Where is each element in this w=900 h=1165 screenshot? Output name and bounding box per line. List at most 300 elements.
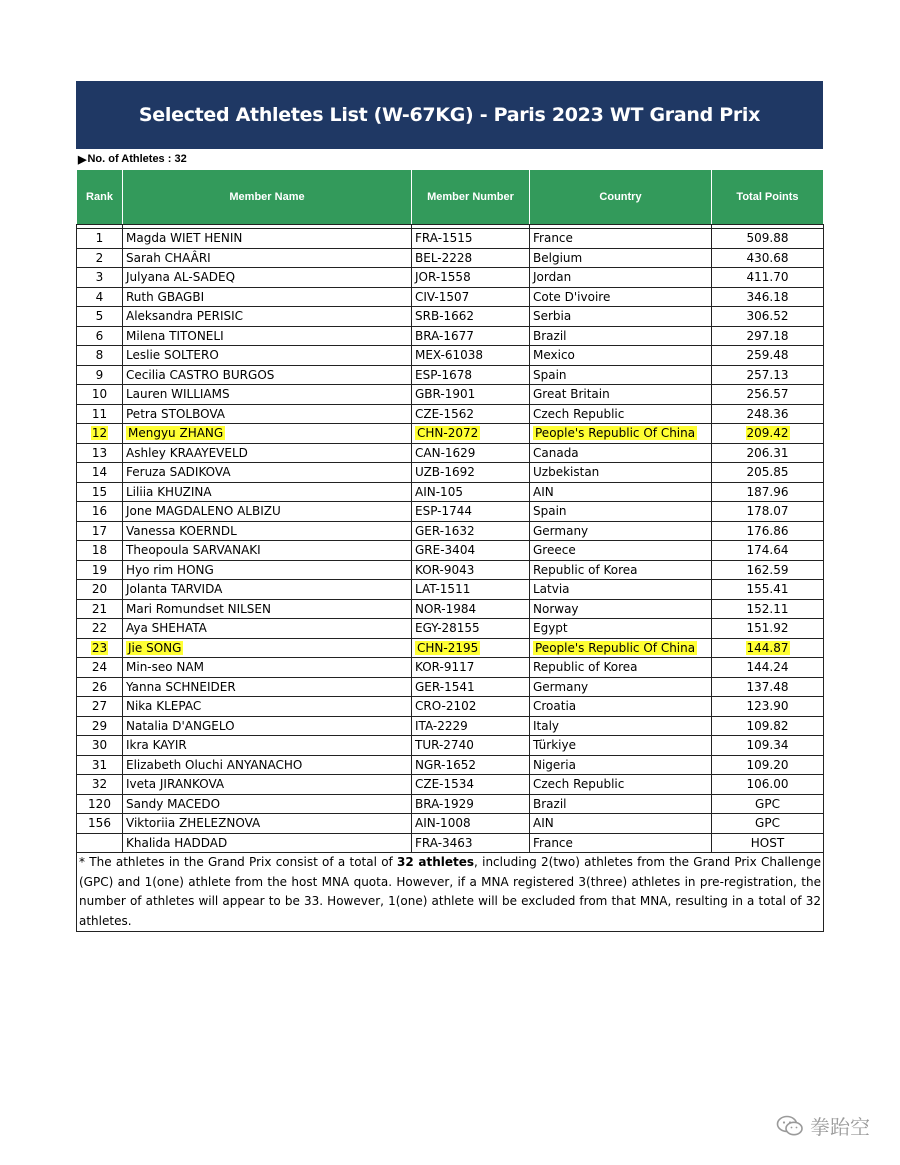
cell-country xyxy=(530,307,712,327)
cell-member-name xyxy=(123,580,412,600)
cell-rank xyxy=(77,248,123,268)
cell-member-number-text: AIN-1008 xyxy=(415,816,471,831)
cell-member-name xyxy=(123,268,412,288)
cell-total-points-text: 155.41 xyxy=(746,582,789,597)
cell-total-points-text: 109.34 xyxy=(746,738,789,753)
cell-member-name xyxy=(123,619,412,639)
cell-total-points-text: 144.24 xyxy=(746,660,789,675)
cell-member-number xyxy=(412,287,530,307)
cell-member-number xyxy=(412,443,530,463)
cell-member-number xyxy=(412,638,530,658)
cell-member-number xyxy=(412,541,530,561)
cell-country-text: Türkiye xyxy=(533,738,576,753)
cell-member-name-text: Leslie SOLTERO xyxy=(126,348,219,363)
cell-total-points xyxy=(712,482,824,502)
table-body xyxy=(77,225,824,853)
table-row xyxy=(77,658,824,678)
cell-rank xyxy=(77,268,123,288)
cell-member-name xyxy=(123,833,412,853)
table-row xyxy=(77,677,824,697)
cell-country-text: People's Republic Of China xyxy=(535,640,696,655)
cell-total-points-text: 248.36 xyxy=(746,406,789,421)
cell-rank-text: 19 xyxy=(91,562,108,577)
cell-rank-text: 30 xyxy=(91,738,108,753)
cell-member-number-text: FRA-1515 xyxy=(415,231,473,246)
cell-total-points-text: 144.87 xyxy=(746,640,789,655)
cell-rank xyxy=(77,736,123,756)
cell-total-points-text: 509.88 xyxy=(746,231,789,246)
cell-rank-text: 6 xyxy=(95,328,104,343)
cell-member-name xyxy=(123,716,412,736)
cell-rank-text: 11 xyxy=(91,406,108,421)
cell-rank xyxy=(77,463,123,483)
cell-country-text: Jordan xyxy=(533,270,572,285)
cell-total-points-text: 178.07 xyxy=(746,504,789,519)
cell-rank xyxy=(77,443,123,463)
cell-rank xyxy=(77,404,123,424)
cell-rank-text: 5 xyxy=(95,309,104,324)
cell-member-name xyxy=(123,736,412,756)
table-row xyxy=(77,248,824,268)
cell-country-text: France xyxy=(533,835,573,850)
cell-member-name-text: Jone MAGDALENO ALBIZU xyxy=(126,504,281,519)
cell-member-number-text: ITA-2229 xyxy=(415,718,468,733)
cell-country-text: Croatia xyxy=(533,699,577,714)
cell-member-number-text: ESP-1678 xyxy=(415,367,473,382)
cell-member-name xyxy=(123,365,412,385)
cell-total-points-text: 209.42 xyxy=(746,426,789,441)
table-row xyxy=(77,268,824,288)
header-member-number: Member Number xyxy=(412,170,530,225)
table-row xyxy=(77,619,824,639)
cell-member-name-text: Khalida HADDAD xyxy=(126,835,228,850)
cell-member-name-text: Sarah CHAÂRI xyxy=(126,250,211,265)
cell-member-number xyxy=(412,268,530,288)
cell-country xyxy=(530,599,712,619)
cell-country xyxy=(530,404,712,424)
cell-total-points xyxy=(712,346,824,366)
cell-member-number-text: CAN-1629 xyxy=(415,445,476,460)
cell-total-points-text: HOST xyxy=(750,835,785,850)
cell-rank-text: 27 xyxy=(91,699,108,714)
cell-member-number-text: MEX-61038 xyxy=(415,348,484,363)
cell-member-name xyxy=(123,638,412,658)
cell-country xyxy=(530,755,712,775)
cell-country xyxy=(530,326,712,346)
cell-member-name xyxy=(123,385,412,405)
cell-member-number xyxy=(412,404,530,424)
footnote-text-end: , including 2(two) athletes from the Grand Prix Challenge (GPC) and 1(one) athlete from the host MNA quota. However, if a MNA registered 3(three) athletes in pre-registration, the number of athletes will appear to be 33. However, 1(one) athlete will be excluded from that MNA, resulting in a total of 32 athletes. xyxy=(79,855,821,928)
cell-member-name-text: Petra STOLBOVA xyxy=(126,406,225,421)
cell-total-points-text: 259.48 xyxy=(746,348,789,363)
cell-total-points-text: 430.68 xyxy=(746,250,789,265)
cell-rank-text: 18 xyxy=(91,543,108,558)
cell-total-points xyxy=(712,833,824,853)
cell-member-number xyxy=(412,677,530,697)
cell-member-name-text: Julyana AL-SADEQ xyxy=(126,270,236,285)
cell-total-points xyxy=(712,326,824,346)
cell-member-number-text: BRA-1677 xyxy=(415,328,474,343)
cell-rank xyxy=(77,599,123,619)
watermark xyxy=(776,1111,870,1140)
cell-total-points xyxy=(712,697,824,717)
cell-member-name xyxy=(123,404,412,424)
cell-member-number xyxy=(412,424,530,444)
cell-member-number xyxy=(412,521,530,541)
cell-rank xyxy=(77,580,123,600)
cell-country xyxy=(530,677,712,697)
table-header-row xyxy=(77,170,824,225)
cell-member-name-text: Aleksandra PERISIC xyxy=(126,309,244,324)
cell-total-points xyxy=(712,521,824,541)
cell-member-number xyxy=(412,716,530,736)
cell-member-name-text: Vanessa KOERNDL xyxy=(126,523,237,538)
cell-country xyxy=(530,658,712,678)
cell-member-number-text: NGR-1652 xyxy=(415,757,476,772)
cell-total-points-text: 151.92 xyxy=(746,621,789,636)
table-row xyxy=(77,443,824,463)
cell-rank xyxy=(77,346,123,366)
cell-country-text: Nigeria xyxy=(533,757,576,772)
cell-country xyxy=(530,541,712,561)
cell-rank xyxy=(77,638,123,658)
table-row xyxy=(77,502,824,522)
cell-country-text: Cote D'ivoire xyxy=(533,289,611,304)
table-row xyxy=(77,463,824,483)
cell-member-number-text: CHN-2195 xyxy=(417,640,479,655)
athlete-count xyxy=(76,149,823,169)
cell-member-number-text: AIN-105 xyxy=(415,484,463,499)
cell-country-text: AIN xyxy=(533,484,554,499)
cell-total-points xyxy=(712,638,824,658)
table-row xyxy=(77,326,824,346)
cell-member-name-text: Yanna SCHNEIDER xyxy=(126,679,236,694)
cell-country xyxy=(530,794,712,814)
cell-rank-text: 13 xyxy=(91,445,108,460)
cell-member-name xyxy=(123,541,412,561)
cell-country-text: Spain xyxy=(533,504,567,519)
cell-rank xyxy=(77,521,123,541)
cell-member-name xyxy=(123,463,412,483)
cell-member-name xyxy=(123,677,412,697)
cell-member-name-text: Natalia D'ANGELO xyxy=(126,718,235,733)
cell-country xyxy=(530,833,712,853)
cell-rank xyxy=(77,307,123,327)
cell-total-points-text: 346.18 xyxy=(746,289,789,304)
cell-rank-text: 22 xyxy=(91,621,108,636)
cell-member-name xyxy=(123,599,412,619)
cell-rank xyxy=(77,365,123,385)
cell-total-points xyxy=(712,541,824,561)
cell-rank xyxy=(77,385,123,405)
cell-total-points-text: 109.82 xyxy=(746,718,789,733)
cell-total-points-text: 174.64 xyxy=(746,543,789,558)
title-text: Selected Athletes List (W-67KG) - Paris 2023 WT Grand Prix xyxy=(138,104,761,126)
cell-total-points-text: 256.57 xyxy=(746,387,789,402)
cell-member-name xyxy=(123,794,412,814)
table-row xyxy=(77,287,824,307)
cell-member-name xyxy=(123,307,412,327)
cell-member-name xyxy=(123,775,412,795)
cell-country xyxy=(530,443,712,463)
cell-country-text: Egypt xyxy=(533,621,568,636)
cell-member-name-text: Ikra KAYIR xyxy=(126,738,187,753)
table-row xyxy=(77,638,824,658)
cell-total-points-text: 123.90 xyxy=(746,699,789,714)
cell-rank xyxy=(77,287,123,307)
cell-rank-text: 156 xyxy=(88,816,111,831)
cell-total-points-text: 176.86 xyxy=(746,523,789,538)
cell-total-points xyxy=(712,307,824,327)
cell-member-number xyxy=(412,365,530,385)
cell-member-name-text: Nika KLEPAC xyxy=(126,699,202,714)
cell-member-number xyxy=(412,326,530,346)
cell-country-text: France xyxy=(533,231,573,246)
cell-total-points xyxy=(712,385,824,405)
cell-rank xyxy=(77,716,123,736)
athlete-count-label: No. of Athletes : 32 xyxy=(87,153,187,165)
cell-country-text: Republic of Korea xyxy=(533,660,638,675)
cell-rank xyxy=(77,677,123,697)
cell-total-points xyxy=(712,580,824,600)
cell-total-points xyxy=(712,560,824,580)
cell-member-name xyxy=(123,443,412,463)
cell-member-number xyxy=(412,385,530,405)
cell-country xyxy=(530,560,712,580)
cell-total-points-text: 205.85 xyxy=(746,465,789,480)
footnote-row xyxy=(77,853,824,932)
cell-country-text: Czech Republic xyxy=(533,406,625,421)
cell-total-points xyxy=(712,268,824,288)
cell-member-name-text: Mari Romundset NILSEN xyxy=(126,601,271,616)
cell-country xyxy=(530,482,712,502)
cell-rank xyxy=(77,229,123,249)
cell-member-name xyxy=(123,521,412,541)
cell-member-number-text: EGY-28155 xyxy=(415,621,480,636)
cell-rank-text: 17 xyxy=(91,523,108,538)
cell-total-points-text: 306.52 xyxy=(746,309,789,324)
cell-member-name xyxy=(123,502,412,522)
cell-member-number-text: CIV-1507 xyxy=(415,289,470,304)
cell-member-number xyxy=(412,658,530,678)
cell-member-name-text: Cecilia CASTRO BURGOS xyxy=(126,367,275,382)
cell-member-name-text: Theopoula SARVANAKI xyxy=(126,543,261,558)
cell-country-text: Greece xyxy=(533,543,576,558)
cell-country xyxy=(530,248,712,268)
cell-total-points-text: 297.18 xyxy=(746,328,789,343)
cell-country-text: Great Britain xyxy=(533,387,610,402)
cell-rank xyxy=(77,560,123,580)
table-row xyxy=(77,346,824,366)
cell-member-name-text: Hyo rim HONG xyxy=(126,562,214,577)
table-row xyxy=(77,229,824,249)
cell-member-name-text: Lauren WILLIAMS xyxy=(126,387,230,402)
table-row xyxy=(77,541,824,561)
cell-country-text: Czech Republic xyxy=(533,777,625,792)
cell-rank-text: 21 xyxy=(91,601,108,616)
cell-member-number-text: CHN-2072 xyxy=(417,426,479,441)
cell-total-points-text: 106.00 xyxy=(746,777,789,792)
cell-member-name-text: Mengyu ZHANG xyxy=(128,426,224,441)
table-row xyxy=(77,404,824,424)
cell-country xyxy=(530,619,712,639)
cell-member-name xyxy=(123,814,412,834)
cell-total-points-text: GPC xyxy=(755,796,780,811)
cell-rank-text: 14 xyxy=(91,465,108,480)
cell-rank-text: 15 xyxy=(91,484,108,499)
cell-member-number-text: CZE-1534 xyxy=(415,777,475,792)
header-rank: Rank xyxy=(77,170,123,225)
table-row xyxy=(77,755,824,775)
cell-total-points xyxy=(712,404,824,424)
cell-rank-text: 120 xyxy=(88,796,111,811)
cell-member-name-text: Ashley KRAAYEVELD xyxy=(126,445,248,460)
cell-country-text: Brazil xyxy=(533,328,567,343)
cell-country-text: Serbia xyxy=(533,309,572,324)
cell-member-number xyxy=(412,229,530,249)
table-row xyxy=(77,775,824,795)
cell-total-points xyxy=(712,619,824,639)
cell-country-text: Germany xyxy=(533,679,589,694)
cell-total-points-text: 137.48 xyxy=(746,679,789,694)
cell-member-name-text: Jolanta TARVIDA xyxy=(126,582,223,597)
table-row xyxy=(77,560,824,580)
cell-country-text: Uzbekistan xyxy=(533,465,600,480)
cell-total-points xyxy=(712,287,824,307)
cell-total-points xyxy=(712,229,824,249)
cell-country xyxy=(530,775,712,795)
cell-member-number xyxy=(412,697,530,717)
cell-total-points xyxy=(712,677,824,697)
cell-total-points-text: 257.13 xyxy=(746,367,789,382)
cell-rank-text: 16 xyxy=(91,504,108,519)
cell-member-number xyxy=(412,599,530,619)
cell-total-points xyxy=(712,365,824,385)
cell-country-text: Mexico xyxy=(533,348,575,363)
cell-member-number-text: KOR-9117 xyxy=(415,660,475,675)
cell-total-points-text: 206.31 xyxy=(746,445,789,460)
cell-member-number-text: GBR-1901 xyxy=(415,387,476,402)
cell-member-name xyxy=(123,424,412,444)
table-row xyxy=(77,814,824,834)
cell-country xyxy=(530,424,712,444)
page-title xyxy=(76,81,823,149)
table-row xyxy=(77,521,824,541)
cell-member-number-text: UZB-1692 xyxy=(415,465,475,480)
table-row xyxy=(77,833,824,853)
cell-member-name-text: Iveta JIRANKOVA xyxy=(126,777,225,792)
cell-member-number xyxy=(412,775,530,795)
cell-rank xyxy=(77,326,123,346)
cell-total-points xyxy=(712,658,824,678)
header-country: Country xyxy=(530,170,712,225)
cell-member-name-text: Ruth GBAGBI xyxy=(126,289,205,304)
cell-rank xyxy=(77,833,123,853)
cell-member-number xyxy=(412,814,530,834)
table-row xyxy=(77,385,824,405)
cell-member-number xyxy=(412,833,530,853)
cell-country-text: Italy xyxy=(533,718,560,733)
cell-member-number xyxy=(412,463,530,483)
cell-member-name xyxy=(123,248,412,268)
right-triangle-icon: ▶ xyxy=(78,153,87,166)
cell-total-points-text: 109.20 xyxy=(746,757,789,772)
cell-member-name xyxy=(123,346,412,366)
cell-total-points xyxy=(712,248,824,268)
cell-member-name xyxy=(123,287,412,307)
cell-country-text: Canada xyxy=(533,445,579,460)
cell-member-name-text: Liliia KHUZINA xyxy=(126,484,212,499)
cell-member-name xyxy=(123,697,412,717)
cell-member-name-text: Aya SHEHATA xyxy=(126,621,207,636)
cell-member-number-text: SRB-1662 xyxy=(415,309,475,324)
cell-total-points-text: 162.59 xyxy=(746,562,789,577)
cell-total-points-text: 152.11 xyxy=(746,601,789,616)
cell-total-points-text: 411.70 xyxy=(746,270,789,285)
table-row xyxy=(77,716,824,736)
cell-rank xyxy=(77,814,123,834)
cell-total-points xyxy=(712,736,824,756)
cell-member-number-text: TUR-2740 xyxy=(415,738,474,753)
cell-rank-text: 8 xyxy=(95,348,104,363)
cell-member-number xyxy=(412,619,530,639)
cell-rank-text: 3 xyxy=(95,270,104,285)
cell-total-points xyxy=(712,775,824,795)
cell-total-points xyxy=(712,794,824,814)
table-row xyxy=(77,736,824,756)
athletes-table xyxy=(76,169,824,932)
cell-rank-text: 9 xyxy=(95,367,104,382)
cell-member-number xyxy=(412,502,530,522)
cell-member-name xyxy=(123,229,412,249)
cell-member-number-text: ESP-1744 xyxy=(415,504,473,519)
cell-member-name xyxy=(123,658,412,678)
cell-member-number-text: NOR-1984 xyxy=(415,601,477,616)
cell-rank-text: 26 xyxy=(91,679,108,694)
cell-rank-text: 24 xyxy=(91,660,108,675)
footnote-bold: 32 athletes xyxy=(397,855,475,869)
cell-member-name-text: Min-seo NAM xyxy=(126,660,204,675)
cell-country-text: AIN xyxy=(533,816,554,831)
cell-rank-text: 20 xyxy=(91,582,108,597)
cell-country xyxy=(530,736,712,756)
cell-member-number-text: CRO-2102 xyxy=(415,699,477,714)
cell-member-number-text: JOR-1558 xyxy=(415,270,471,285)
cell-member-number xyxy=(412,736,530,756)
cell-member-name-text: Elizabeth Oluchi ANYANACHO xyxy=(126,757,303,772)
cell-total-points xyxy=(712,716,824,736)
cell-rank-text: 1 xyxy=(95,231,104,246)
cell-total-points-text: GPC xyxy=(755,816,780,831)
cell-member-number-text: GER-1541 xyxy=(415,679,475,694)
cell-rank xyxy=(77,424,123,444)
cell-total-points xyxy=(712,443,824,463)
cell-total-points xyxy=(712,814,824,834)
athletes-sheet xyxy=(76,81,823,932)
cell-country-text: Spain xyxy=(533,367,567,382)
table-row xyxy=(77,697,824,717)
cell-member-number-text: BEL-2228 xyxy=(415,250,473,265)
header-total-points: Total Points xyxy=(712,170,824,225)
cell-member-name xyxy=(123,560,412,580)
cell-member-number-text: KOR-9043 xyxy=(415,562,475,577)
cell-country xyxy=(530,287,712,307)
watermark-text: 拳跆空 xyxy=(810,1115,870,1139)
cell-country-text: Republic of Korea xyxy=(533,562,638,577)
cell-member-number-text: FRA-3463 xyxy=(415,835,473,850)
cell-country xyxy=(530,365,712,385)
cell-rank xyxy=(77,541,123,561)
